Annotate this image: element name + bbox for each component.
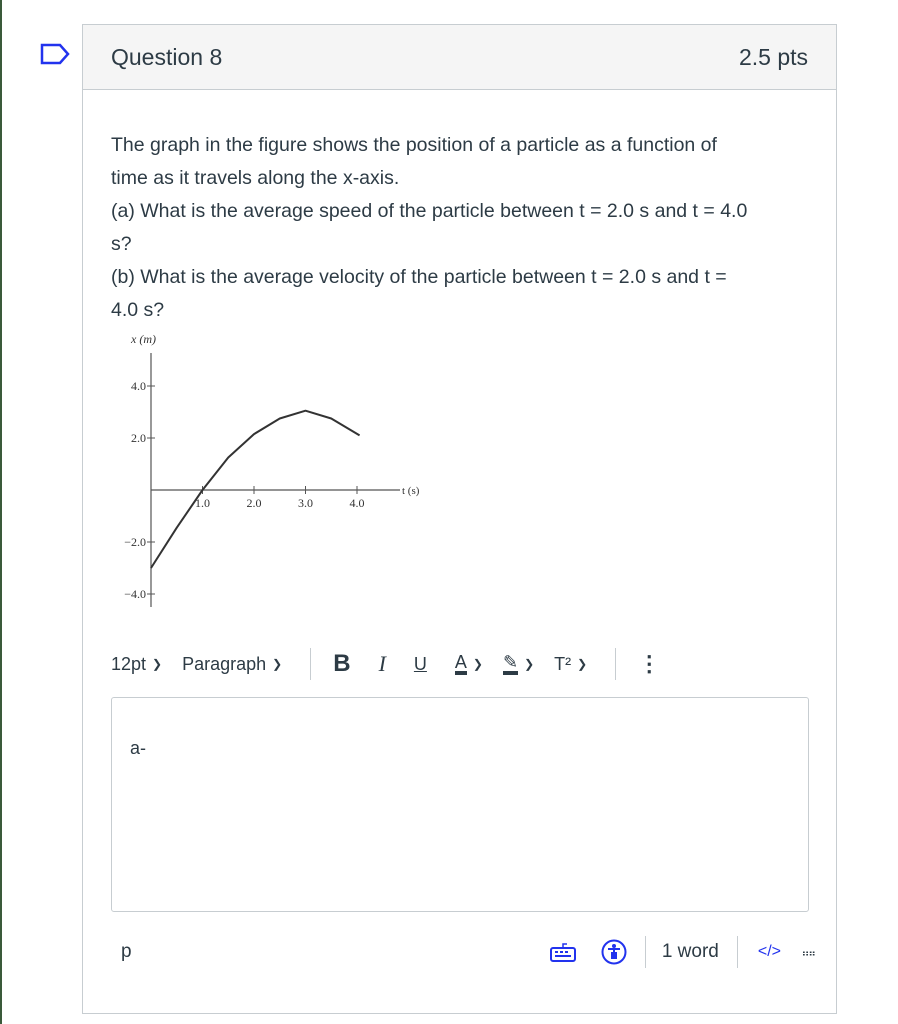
question-header [83,25,836,90]
question-line: (a) What is the average speed of the particle between t = 2.0 s and t = 4.0 [111,200,748,222]
x-tick-label: 3.0 [298,496,313,510]
y-tick-label: 2.0 [131,431,146,445]
question-line: The graph in the figure shows the position of a particle as a function of [111,134,717,156]
question-line: s? [111,233,132,255]
x-tick-label: 1.0 [195,496,210,510]
chevron-down-icon: ❯ [524,657,535,671]
element-path[interactable]: p [121,941,132,962]
y-axis-label: x (m) [131,332,156,346]
text-color-icon: A [455,653,467,675]
keyboard-shortcuts-icon[interactable] [549,941,577,963]
underline-button[interactable]: U [413,653,427,674]
position-curve [151,411,360,568]
x-tick-label: 4.0 [349,496,365,510]
flag-question-icon[interactable] [40,43,70,65]
question-line: time as it travels along the x-axis. [111,167,400,189]
chevron-down-icon: ❯ [577,657,588,671]
x-axis-label: t (s) [402,485,420,497]
superscript-icon: T² [554,653,572,674]
font-size-value: 12pt [111,653,147,674]
question-card [82,24,837,1014]
divider [310,648,311,680]
divider [645,936,646,968]
y-tick-label: −4.0 [124,587,146,601]
editor-content[interactable]: a- [130,738,147,758]
answer-editor[interactable] [111,697,809,912]
divider [615,648,616,680]
superscript-button[interactable] [554,654,587,675]
chevron-down-icon: ❯ [152,657,163,671]
block-format-value: Paragraph [182,653,267,674]
question-line: 4.0 s? [111,299,165,321]
question-text [111,129,801,327]
editor-toolbar [111,647,811,681]
block-format-dropdown[interactable] [182,654,282,675]
word-count: 1 word [661,941,719,962]
position-time-graph [105,325,445,615]
italic-button[interactable]: I [378,651,386,676]
resize-handle-icon[interactable]: ⁞⁞ [799,949,816,955]
font-size-dropdown[interactable] [111,654,162,675]
accessibility-checker-icon[interactable] [601,939,627,965]
chevron-down-icon: ❯ [272,657,283,671]
editor-statusbar [111,935,816,969]
highlight-color-button[interactable] [503,653,534,675]
y-tick-label: 4.0 [131,379,146,393]
chevron-down-icon: ❯ [472,657,483,671]
question-line: (b) What is the average velocity of the particle between t = 2.0 s and t = [111,266,727,288]
divider [737,936,738,968]
x-tick-label: 2.0 [246,496,262,510]
html-editor-toggle[interactable]: </> [757,943,781,960]
window-edge [0,0,2,1024]
question-title: Question 8 [111,43,223,70]
question-points: 2.5 pts [738,43,808,70]
bold-button[interactable]: B [333,650,351,677]
more-options-button[interactable]: ⋮ [638,651,661,676]
highlighter-icon: ✎ [503,653,518,675]
text-color-button[interactable] [455,653,483,675]
y-tick-label: −2.0 [124,535,146,549]
